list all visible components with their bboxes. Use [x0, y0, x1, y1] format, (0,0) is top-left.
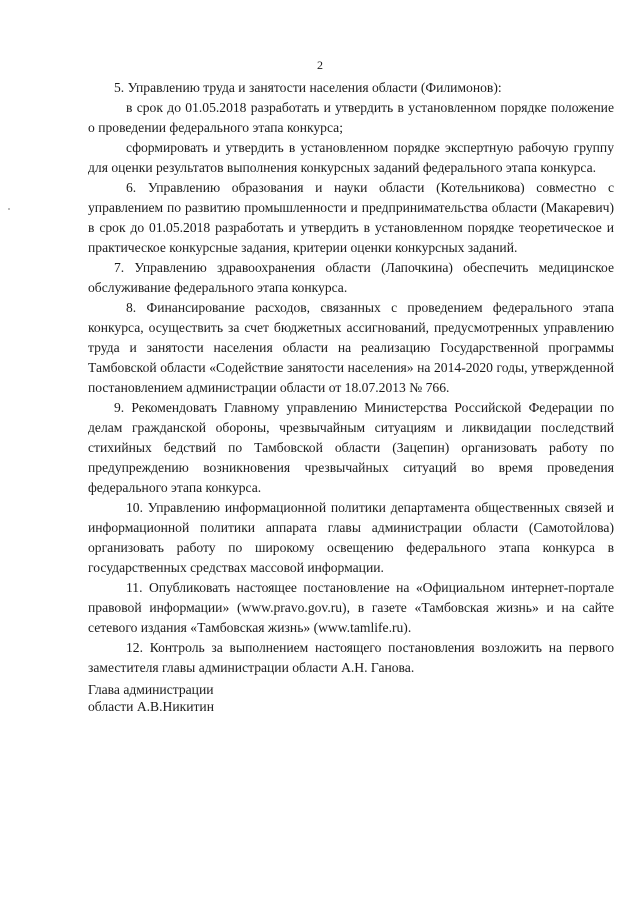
signature-name: области А.В.Никитин: [88, 699, 214, 714]
paragraph-7: 7. Управлению здравоохранения области (Лапочкина) обеспечить медицинское обслуживание федерального этапа конкурса.: [88, 260, 614, 295]
paragraph-5-item-2: сформировать и утвердить в установленном порядке экспертную рабочую группу для оценки результатов выполнения конкурсных заданий федерального этапа конкурса.: [88, 140, 614, 175]
signature-block: [88, 681, 214, 715]
scan-artifact: [8, 208, 10, 210]
paragraph-9: 9. Рекомендовать Главному управлению Министерства Российской Федерации по делам гражданской обороны, чрезвычайным ситуациям и ликвидации последствий стихийных бедствий по Тамбовской области (Зацепин) организовать работу по предупреждению возникновения чрезвычайных ситуаций во время проведения федерального этапа конкурса.: [88, 400, 614, 495]
paragraph-5-heading: 5. Управлению труда и занятости населения области (Филимонов):: [114, 80, 502, 95]
paragraph-5-item-1: в срок до 01.05.2018 разработать и утвердить в установленном порядке положение о проведении федерального этапа конкурса;: [88, 100, 614, 135]
paragraph-8: 8. Финансирование расходов, связанных с проведением федерального этапа конкурса, осуществить за счет бюджетных ассигнований, предусмотренных управлению труда и занятости населения области на реализацию Государственной программы Тамбовской области «Содействие занятости населения» на 2014-2020 годы, утвержденной постановлением администрации области от 18.07.2013 № 766.: [88, 300, 614, 395]
page-number: 2: [317, 58, 323, 72]
paragraph-6: 6. Управлению образования и науки области (Котельникова) совместно с управлением по развитию промышленности и предпринимательства области (Макаревич) в срок до 01.05.2018 разработать и утвердить в установленном порядке теоретическое и практическое конкурсные задания, критерии оценки конкурсных заданий.: [88, 180, 614, 255]
signature-title: Глава администрации: [88, 682, 214, 697]
document-body: [88, 78, 614, 678]
paragraph-10: 10. Управлению информационной политики департамента общественных связей и информационной политики аппарата главы администрации области (Самотойлова) организовать работу по широкому освещению федерального этапа конкурса в государственных средствах массовой информации.: [88, 500, 614, 575]
paragraph-12: 12. Контроль за выполнением настоящего постановления возложить на первого заместителя главы администрации области А.Н. Ганова.: [88, 640, 614, 675]
paragraph-11: 11. Опубликовать настоящее постановление на «Официальном интернет-портале правовой информации» (www.pravo.gov.ru), в газете «Тамбовская жизнь» и на сайте сетевого издания «Тамбовская жизнь» (www.tamlife.ru).: [88, 580, 614, 635]
